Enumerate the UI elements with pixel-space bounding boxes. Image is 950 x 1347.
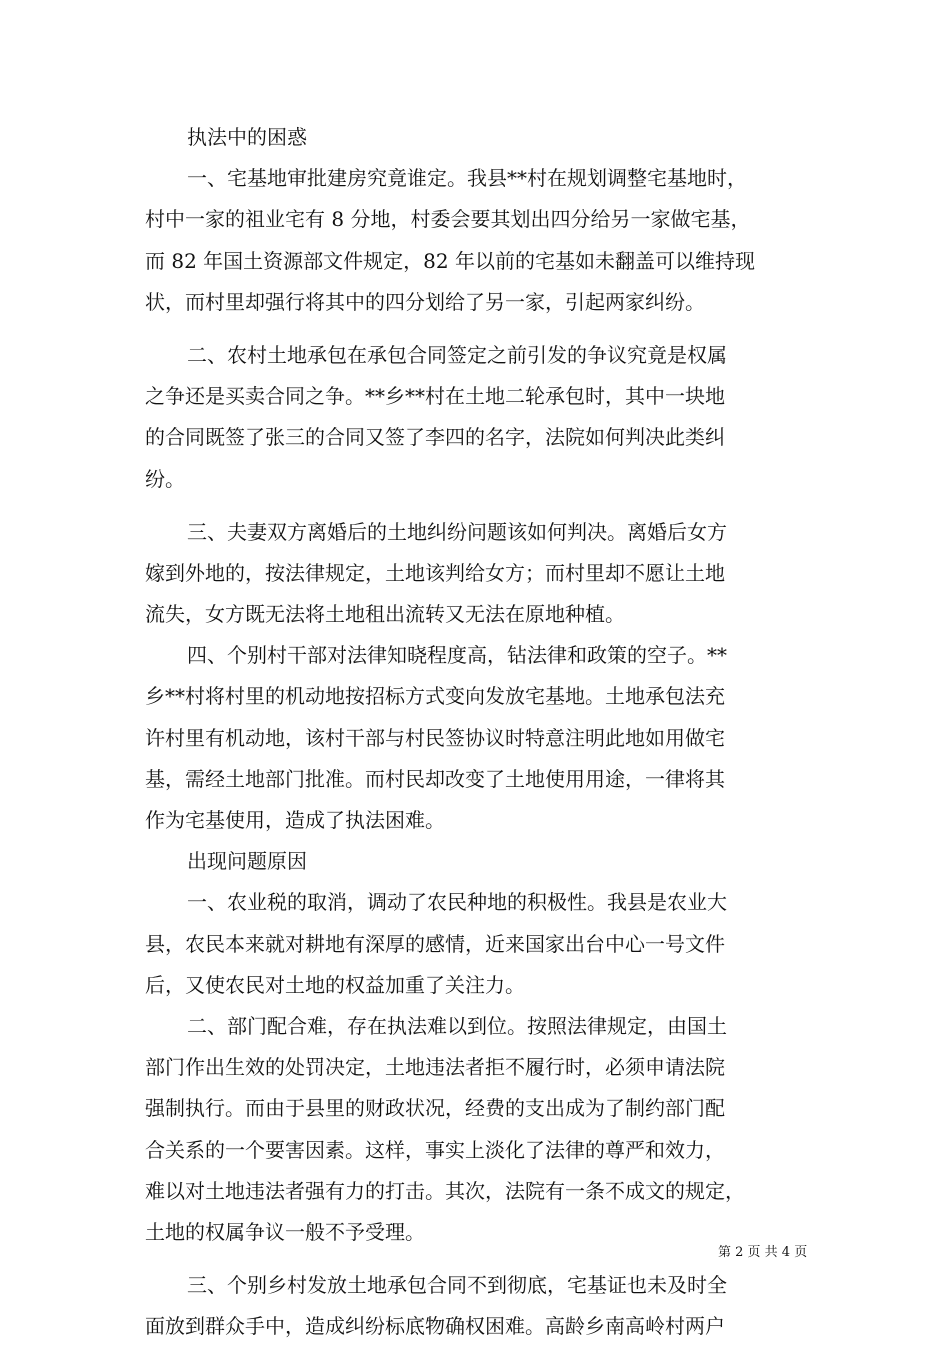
paragraph-line: 纷。: [145, 466, 185, 491]
paragraph-line: 面放到群众手中，造成纠纷标底物确权困难。高龄乡南高岭村两户: [145, 1314, 725, 1339]
paragraph-line: 村中一家的祖业宅有 8 分地，村委会要其划出四分给另一家做宅基，: [145, 207, 751, 232]
paragraph-line: 三、个别乡村发放土地承包合同不到彻底，宅基证也未及时全: [187, 1273, 727, 1298]
paragraph-line: 一、宅基地审批建房究竟谁定。我县**村在规划调整宅基地时，: [187, 166, 747, 191]
paragraph-line: 之争还是买卖合同之争。**乡**村在土地二轮承包时，其中一块地: [145, 384, 725, 409]
paragraph-line: 许村里有机动地，该村干部与村民签协议时特意注明此地如用做宅: [145, 725, 725, 750]
paragraph-line: 状，而村里却强行将其中的四分划给了另一家，引起两家纠纷。: [145, 289, 705, 314]
paragraph-line: 土地的权属争议一般不予受理。: [145, 1219, 425, 1244]
paragraph-line: 二、部门配合难，存在执法难以到位。按照法律规定，由国土: [187, 1013, 727, 1038]
paragraph-line: 二、农村土地承包在承包合同签定之前引发的争议究竟是权属: [187, 342, 727, 367]
paragraph-line: 四、个别村干部对法律知晓程度高，钻法律和政策的空子。**: [187, 643, 727, 668]
paragraph-line: 作为宅基使用，造成了执法困难。: [145, 808, 445, 832]
section-heading-confusion: 执法中的困惑: [187, 125, 307, 149]
document-body: [145, 117, 825, 1347]
paragraph-line: 部门作出生效的处罚决定，土地违法者拒不履行时，必须申请法院: [145, 1055, 725, 1080]
paragraph-line: 三、夫妻双方离婚后的土地纠纷问题该如何判决。离婚后女方: [187, 519, 727, 544]
paragraph-line: 合关系的一个要害因素。这样，事实上淡化了法律的尊严和效力，: [145, 1137, 725, 1162]
paragraph-line: 乡**村将村里的机动地按招标方式变向发放宅基地。土地承包法充: [145, 684, 725, 709]
paragraph-line: 一、农业税的取消，调动了农民种地的积极性。我县是农业大: [187, 890, 727, 915]
paragraph-line: 难以对土地违法者强有力的打击。其次，法院有一条不成文的规定，: [145, 1178, 745, 1203]
paragraph-line: 而 82 年国土资源部文件规定，82 年以前的宅基如未翻盖可以维持现: [145, 248, 755, 273]
paragraph-line: 嫁到外地的，按法律规定，土地该判给女方；而村里却不愿让土地: [145, 560, 725, 585]
page-number-footer: 第 2 页 共 4 页: [718, 1245, 808, 1260]
paragraph-line: 基，需经土地部门批准。而村民却改变了土地使用用途，一律将其: [145, 766, 725, 791]
paragraph-line: 县，农民本来就对耕地有深厚的感情，近来国家出台中心一号文件: [145, 931, 725, 956]
paragraph-line: 的合同既签了张三的合同又签了李四的名字，法院如何判决此类纠: [145, 425, 725, 450]
paragraph-line: 强制执行。而由于县里的财政状况，经费的支出成为了制约部门配: [145, 1096, 725, 1121]
paragraph-line: 流失，女方既无法将土地租出流转又无法在原地种植。: [145, 602, 625, 627]
paragraph-spacer: [145, 323, 825, 335]
section-heading-causes: 出现问题原因: [187, 849, 307, 874]
paragraph-spacer: [145, 500, 825, 512]
paragraph-line: 后，又使农民对土地的权益加重了关注力。: [145, 972, 525, 997]
